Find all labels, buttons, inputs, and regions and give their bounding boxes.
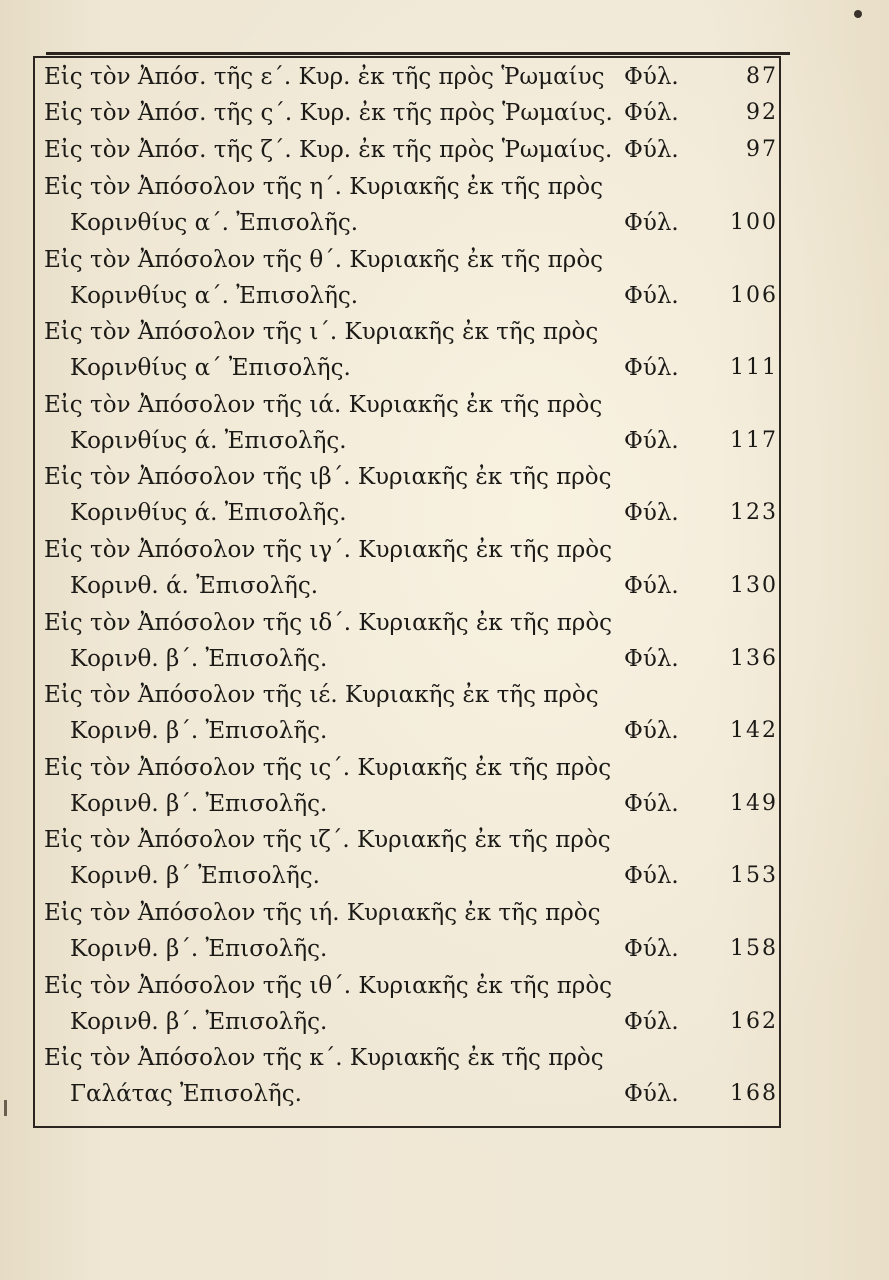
- toc-entry: [44, 825, 778, 898]
- folio-label: Φύλ.: [624, 100, 679, 126]
- toc-two-line-entries: [44, 172, 778, 1116]
- folio-label: Φύλ.: [624, 572, 679, 599]
- toc-entry-subtitle: Κορινθίυς α΄ Ἐπισολῆς.: [70, 355, 351, 382]
- folio-number: 162: [730, 1008, 778, 1034]
- folio-number: 149: [730, 790, 778, 816]
- toc-entry-title: Εἰς τὸν Ἀπόσολον τῆς ιδ΄. Κυριακῆς ἐκ τῆς πρὸς: [44, 609, 613, 636]
- toc-entry: [44, 245, 778, 318]
- toc-entry-title: Εἰς τὸν Ἀπόσολον τῆς ιά. Κυριακῆς ἐκ τῆς πρὸς: [44, 391, 603, 418]
- toc-entry-subtitle: Κορινθ. β΄. Ἐπισολῆς.: [70, 718, 328, 745]
- folio-number: 87: [746, 64, 778, 89]
- folio-number: 106: [730, 282, 778, 308]
- folio-number: 100: [730, 210, 778, 235]
- toc-entry-subtitle: Γαλάτας Ἐπισολῆς.: [70, 1081, 302, 1108]
- folio-number: 117: [730, 427, 778, 453]
- toc-entry-subtitle: Κορινθ. β΄. Ἐπισολῆς.: [70, 1008, 328, 1035]
- toc-entry-subtitle: Κορινθ. ά. Ἐπισολῆς.: [70, 572, 319, 599]
- folio-label: Φύλ.: [624, 427, 679, 454]
- toc-entry-title: Εἰς τὸν Ἀπόσολον τῆς ιθ΄. Κυριακῆς ἐκ τῆς πρὸς: [44, 972, 613, 999]
- folio-number: 142: [730, 718, 778, 744]
- folio-number: 92: [746, 100, 778, 125]
- toc-entry-title: Εἰς τὸν Ἀπόσολον τῆς θ΄. Κυριακῆς ἐκ τῆς πρὸς: [44, 246, 604, 273]
- folio-label: Φύλ.: [624, 790, 679, 817]
- folio-label: Φύλ.: [624, 863, 679, 890]
- toc-entry: [44, 1043, 778, 1116]
- folio-label: Φύλ.: [624, 137, 679, 163]
- folio-label: Φύλ.: [624, 500, 679, 527]
- toc-entry-title: Εἰς τὸν Ἀπόσολον τῆς ιγ΄. Κυριακῆς ἐκ τῆς πρὸς: [44, 536, 612, 563]
- toc-entry: [44, 608, 778, 681]
- toc-entry-subtitle: Κορινθ. β΄. Ἐπισολῆς.: [70, 935, 328, 962]
- folio-number: 97: [746, 137, 778, 162]
- toc-entry-title: Εἰς τὸν Ἀπόσολον τῆς κ΄. Κυριακῆς ἐκ τῆς πρὸς: [44, 1045, 604, 1072]
- folio-label: Φύλ.: [624, 210, 679, 236]
- toc-entry-subtitle: Κορινθίυς ά. Ἐπισολῆς.: [70, 500, 347, 527]
- toc-entry-title: Εἰς τὸν Ἀπόσολον τῆς ιβ΄. Κυριακῆς ἐκ τῆς πρὸς: [44, 464, 612, 491]
- folio-label: Φύλ.: [624, 645, 679, 672]
- toc-entry: [44, 317, 778, 390]
- toc-entry: [44, 172, 778, 245]
- toc-entry: [44, 753, 778, 826]
- toc-entry: [44, 535, 778, 608]
- toc-entry-title: Εἰς τὸν Ἀπόσ. τῆς ς΄. Κυρ. ἐκ τῆς πρὸς Ῥωμαίυς.: [44, 100, 613, 126]
- toc-entry-title: Εἰς τὸν Ἀπόσ. τῆς ζ΄. Κυρ. ἐκ τῆς πρὸς Ῥωμαίυς.: [44, 137, 613, 163]
- toc-entry-title: Εἰς τὸν Ἀπόσολον τῆς ι΄. Κυριακῆς ἐκ τῆς πρὸς: [44, 319, 599, 346]
- toc-entry: [44, 390, 778, 463]
- toc-entry-title: Εἰς τὸν Ἀπόσολον τῆς ιζ΄. Κυριακῆς ἐκ τῆς πρὸς: [44, 827, 611, 854]
- toc-entry-subtitle: Κορινθίυς α΄. Ἐπισολῆς.: [70, 210, 359, 236]
- folio-label: Φύλ.: [624, 1008, 679, 1035]
- folio-number: 123: [730, 500, 778, 526]
- folio-number: 111: [730, 355, 778, 381]
- folio-number: 130: [730, 572, 778, 598]
- toc-entry-title: Εἰς τὸν Ἀπόσ. τῆς ε΄. Κυρ. ἐκ τῆς πρὸς Ῥωμαίυς: [44, 64, 605, 90]
- toc-entry-subtitle: Κορινθ. β΄ Ἐπισολῆς.: [70, 863, 320, 890]
- toc-entry-subtitle: Κορινθ. β΄. Ἐπισολῆς.: [70, 645, 328, 672]
- toc-entry-title: Εἰς τὸν Ἀπόσολον τῆς η΄. Κυριακῆς ἐκ τῆς πρὸς: [44, 174, 603, 200]
- folio-number: 136: [730, 645, 778, 671]
- page-edge-mark: [4, 1100, 7, 1116]
- toc-entry: [44, 462, 778, 535]
- toc-entry: [44, 971, 778, 1044]
- folio-label: Φύλ.: [624, 355, 679, 382]
- frame-top-rule: [46, 52, 790, 55]
- ink-spot: [854, 10, 862, 18]
- toc-entry-title: Εἰς τὸν Ἀπόσολον τῆς ις΄. Κυριακῆς ἐκ τῆς πρὸς: [44, 754, 612, 781]
- toc-entry-title: Εἰς τὸν Ἀπόσολον τῆς ιή. Κυριακῆς ἐκ τῆς πρὸς: [44, 899, 601, 926]
- folio-label: Φύλ.: [624, 935, 679, 962]
- folio-number: 168: [730, 1081, 778, 1107]
- folio-number: 158: [730, 935, 778, 961]
- toc-entry-subtitle: Κορινθίυς α΄. Ἐπισολῆς.: [70, 282, 359, 309]
- toc-entry: [44, 898, 778, 971]
- folio-number: 153: [730, 863, 778, 889]
- folio-label: Φύλ.: [624, 718, 679, 745]
- toc-entry-subtitle: Κορινθίυς ά. Ἐπισολῆς.: [70, 427, 347, 454]
- folio-label: Φύλ.: [624, 64, 679, 90]
- toc-entry-title: Εἰς τὸν Ἀπόσολον τῆς ιέ. Κυριακῆς ἐκ τῆς πρὸς: [44, 682, 599, 709]
- folio-label: Φύλ.: [624, 282, 679, 309]
- folio-label: Φύλ.: [624, 1081, 679, 1108]
- toc-entry: [44, 680, 778, 753]
- toc-entry-subtitle: Κορινθ. β΄. Ἐπισολῆς.: [70, 790, 328, 817]
